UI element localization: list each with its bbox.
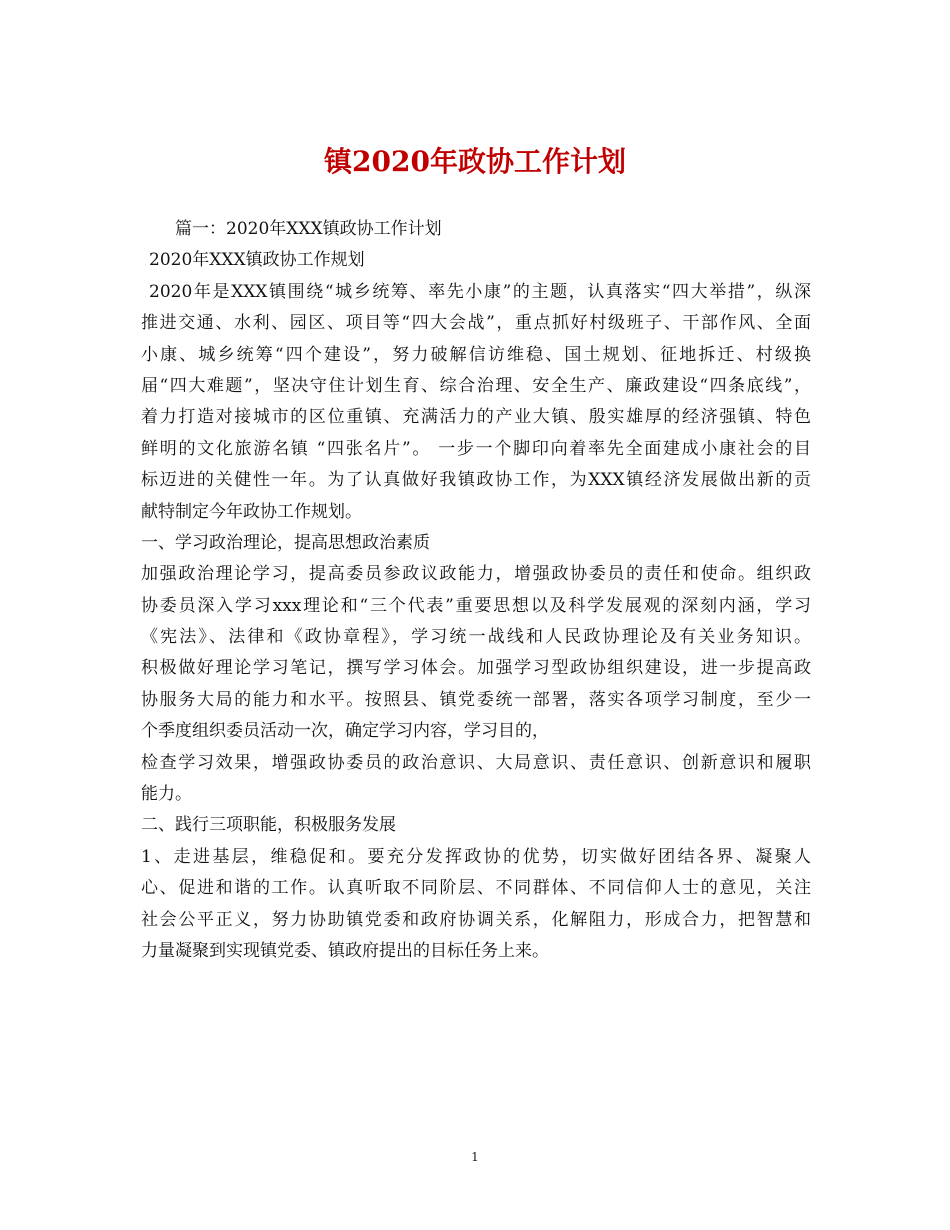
body-line: 能力。: [141, 784, 192, 805]
body-line: 小康、城乡统筹“四个建设”，努力破解信访维稳、国土规划、征地拆迁、村级换: [141, 344, 811, 365]
body-line: 检查学习效果，增强政协委员的政治意识、大局意识、责任意识、创新意识和履职: [141, 752, 811, 773]
body-line: 献特制定今年政协工作规划。: [141, 501, 362, 522]
body-line: 1、走进基层，维稳促和。要充分发挥政协的优势，切实做好团结各界、凝聚人: [141, 846, 811, 867]
section-heading: 二、践行三项职能，积极服务发展: [141, 815, 396, 836]
body-line: 积极做好理论学习笔记，撰写学习体会。加强学习型政协组织建设，进一步提高政: [141, 658, 811, 679]
body-line: 力量凝聚到实现镇党委、镇政府提出的目标任务上来。: [141, 940, 549, 961]
body-line: 《宪法》、法律和《政协章程》，学习统一战线和人民政协理论及有关业务知识。: [141, 627, 811, 648]
body-line: 社会公平正义，努力协助镇党委和政府协调关系，化解阻力，形成合力，把智慧和: [141, 909, 811, 930]
body-line: 篇一：2020年XXX镇政协工作计划: [175, 219, 442, 239]
body-line: 标迈进的关健性一年。为了认真做好我镇政协工作，为XXX镇经济发展做出新的贡: [141, 470, 811, 491]
body-line: 推进交通、水利、园区、项目等“四大会战”，重点抓好村级班子、干部作风、全面: [141, 313, 811, 334]
document-title: 镇2020年政协工作计划: [324, 145, 626, 178]
body-line: 加强政治理论学习，提高委员参政议政能力，增强政协委员的责任和使命。组织政: [141, 564, 811, 585]
body-line: 个季度组织委员活动一次，确定学习内容，学习目的，: [141, 721, 549, 742]
body-line: 届“四大难题”，坚决守住计划生育、综合治理、安全生产、廉政建设“四条底线”，: [141, 375, 811, 396]
body-line: 心、促进和谐的工作。认真听取不同阶层、不同群体、不同信仰人士的意见，关注: [141, 878, 811, 899]
body-line: 着力打造对接城市的区位重镇、充满活力的产业大镇、殷实雄厚的经济强镇、特色: [141, 407, 811, 428]
section-heading: 一、学习政治理论，提高思想政治素质: [141, 532, 430, 553]
document-body: [141, 214, 811, 967]
body-line: 2020年是XXX镇围绕“城乡统筹、率先小康”的主题，认真落实“四大举措”，纵深: [149, 281, 811, 302]
body-line: 协服务大局的能力和水平。按照县、镇党委统一部署，落实各项学习制度，至少一: [141, 689, 811, 710]
body-line: 鲜明的文化旅游名镇 “四张名片”。 一步一个脚印向着率先全面建成小康社会的目: [141, 438, 811, 459]
body-line: 2020年XXX镇政协工作规划: [149, 250, 365, 271]
page-number: 1: [471, 1150, 479, 1164]
body-line: 协委员深入学习xxx理论和“三个代表”重要思想以及科学发展观的深刻内涵，学习: [141, 595, 811, 616]
